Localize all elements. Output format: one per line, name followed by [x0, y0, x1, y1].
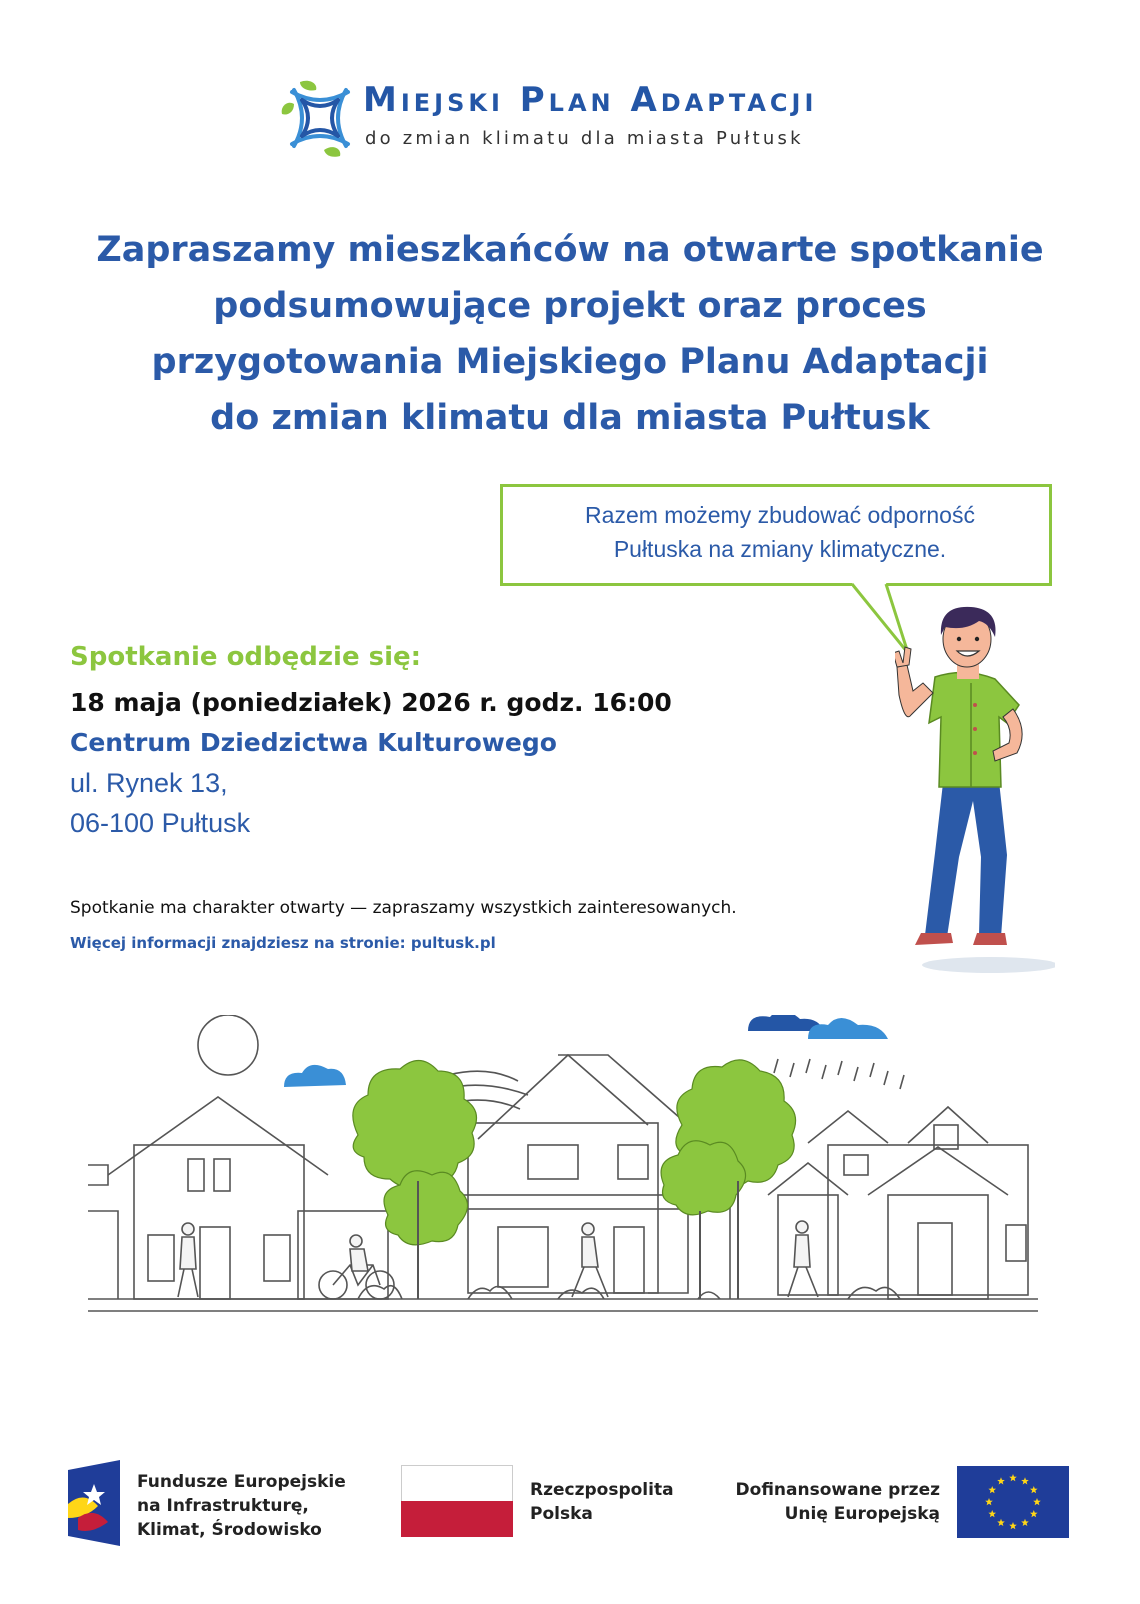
fundusze-europejskie-logo	[68, 1460, 120, 1546]
logo-title: Miejski Plan Adaptacji	[363, 80, 818, 120]
meeting-date: 18 maja (poniedziałek) 2026 r. godz. 16:00	[70, 688, 672, 717]
speech-bubble-line: Razem możemy zbudować odporność	[585, 502, 975, 528]
open-meeting-note: Spotkanie ma charakter otwarty — zapraszamy wszystkich zainteresowanych.	[70, 898, 737, 918]
fe-program-line: na Infrastrukturę,	[137, 1496, 309, 1516]
speech-bubble-text	[520, 498, 1040, 566]
eu-flag	[957, 1466, 1069, 1538]
waving-person-illustration	[895, 605, 1055, 977]
climate-logo-icon	[280, 78, 360, 158]
rp-line: Polska	[530, 1504, 593, 1524]
logo-subtitle: do zmian klimatu dla miasta Pułtusk	[365, 128, 804, 149]
meeting-postcode: 06-100 Pułtusk	[70, 808, 251, 838]
headline	[40, 222, 1100, 446]
meeting-venue: Centrum Dziedzictwa Kulturowego	[70, 728, 557, 757]
speech-bubble-line: Pułtuska na zmiany klimatyczne.	[613, 536, 947, 562]
meeting-street: ul. Rynek 13,	[70, 768, 228, 798]
fe-program-line: Klimat, Środowisko	[137, 1520, 322, 1540]
rp-line: Rzeczpospolita	[530, 1480, 674, 1500]
details-heading: Spotkanie odbędzie się:	[70, 642, 422, 672]
fe-program-line: Fundusze Europejskie	[137, 1472, 346, 1492]
headline-line: podsumowujące projekt oraz proces	[213, 286, 927, 326]
fe-program-name	[137, 1470, 346, 1542]
eu-line: Unię Europejską	[784, 1504, 940, 1524]
rp-name	[530, 1478, 674, 1526]
polish-flag	[401, 1465, 513, 1537]
headline-line: przygotowania Miejskiego Planu Adaptacji	[151, 342, 989, 382]
street-scene-illustration	[88, 1015, 1058, 1345]
eu-funding-note	[725, 1478, 940, 1526]
eu-line: Dofinansowane przez	[735, 1480, 940, 1500]
more-info-link[interactable]: Więcej informacji znajdziesz na stronie: pultusk.pl	[70, 934, 496, 952]
headline-line: Zapraszamy mieszkańców na otwarte spotkanie	[96, 230, 1044, 270]
headline-line: do zmian klimatu dla miasta Pułtusk	[210, 398, 930, 438]
